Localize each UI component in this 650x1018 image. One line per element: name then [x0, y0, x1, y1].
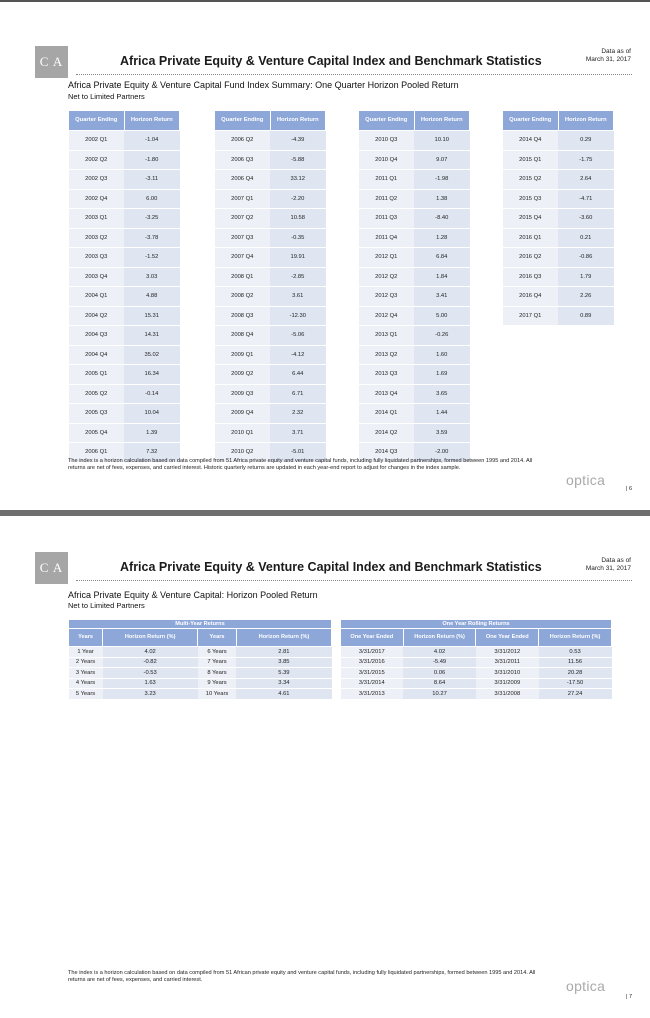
quarter-cell: 2005 Q1	[69, 365, 125, 385]
quarter-cell: 2008 Q4	[215, 326, 271, 346]
table-row	[359, 306, 470, 326]
table-row	[69, 404, 180, 424]
quarterly-table-2	[214, 110, 326, 463]
return-cell: 4.61	[236, 689, 331, 700]
return-cell: 6.00	[124, 189, 180, 209]
table-row	[503, 170, 614, 190]
data-as-of	[586, 48, 631, 64]
return-cell: 6.71	[270, 384, 326, 404]
table-row	[215, 345, 326, 365]
return-cell: 1.63	[103, 678, 198, 689]
quarter-cell: 2013 Q1	[359, 326, 415, 346]
years-cell: 9 Years	[198, 678, 237, 689]
col-header-return: Horizon Return (%)	[403, 629, 476, 647]
return-cell: -1.80	[124, 150, 180, 170]
quarter-cell: 2007 Q3	[215, 228, 271, 248]
col-header-quarter-ending: Quarter Ending	[69, 111, 125, 131]
quarter-cell: 2002 Q3	[69, 170, 125, 190]
return-cell: 3.03	[124, 267, 180, 287]
return-cell: 35.02	[124, 345, 180, 365]
col-header-horizon-return: Horizon Return	[270, 111, 326, 131]
table-row	[503, 150, 614, 170]
table-row	[503, 248, 614, 268]
header-divider	[76, 74, 632, 75]
ca-logo	[35, 46, 68, 78]
table-row	[503, 287, 614, 307]
brand-text: optica	[566, 978, 606, 994]
table-row	[359, 345, 470, 365]
return-cell: -0.14	[124, 384, 180, 404]
table-row	[359, 150, 470, 170]
quarter-cell: 2013 Q3	[359, 365, 415, 385]
ca-logo	[35, 552, 68, 584]
return-cell: -12.30	[270, 306, 326, 326]
col-header-ended: One Year Ended	[341, 629, 404, 647]
return-cell: 2.81	[236, 647, 331, 658]
quarter-cell: 2015 Q3	[503, 189, 559, 209]
quarter-cell: 2009 Q3	[215, 384, 271, 404]
return-cell: 3.34	[236, 678, 331, 689]
quarter-cell: 2015 Q2	[503, 170, 559, 190]
table-row	[359, 287, 470, 307]
quarter-cell: 2003 Q2	[69, 228, 125, 248]
rolling-group-header: One Year Rolling Returns	[341, 620, 612, 629]
ended-date-cell: 3/31/2016	[341, 657, 404, 668]
table-row	[69, 267, 180, 287]
return-cell: 8.64	[403, 678, 476, 689]
table-row	[69, 306, 180, 326]
return-cell: -3.78	[124, 228, 180, 248]
quarter-cell: 2017 Q1	[503, 306, 559, 326]
quarter-cell: 2005 Q2	[69, 384, 125, 404]
quarter-cell: 2014 Q3	[359, 443, 415, 463]
quarter-cell: 2004 Q4	[69, 345, 125, 365]
quarter-cell: 2010 Q2	[215, 443, 271, 463]
quarter-cell: 2003 Q4	[69, 267, 125, 287]
page-header-title: Africa Private Equity & Venture Capital Index and Benchmark Statistics	[120, 54, 542, 68]
col-header-return: Horizon Return (%)	[236, 629, 331, 647]
return-cell: -1.52	[124, 248, 180, 268]
return-cell: -5.49	[403, 657, 476, 668]
return-cell: -3.60	[558, 209, 614, 229]
return-cell: -1.98	[414, 170, 470, 190]
methodology-note: The index is a horizon calculation based on data compiled from 51 African private equity and venture capital funds, including fully liquidated partnerships, formed between 1995 and 2014. All returns are net of fees, expenses, and carried interest.	[68, 970, 536, 984]
return-cell: 4.88	[124, 287, 180, 307]
quarter-cell: 2013 Q2	[359, 345, 415, 365]
col-header-horizon-return: Horizon Return	[124, 111, 180, 131]
page-number: | 6	[625, 486, 632, 492]
rolling-returns-table	[340, 619, 612, 700]
col-header-return: Horizon Return (%)	[539, 629, 612, 647]
table-row	[341, 647, 612, 658]
quarter-cell: 2009 Q4	[215, 404, 271, 424]
quarter-cell: 2008 Q3	[215, 306, 271, 326]
table-row	[69, 131, 180, 151]
header-divider	[76, 580, 632, 581]
quarter-cell: 2006 Q3	[215, 150, 271, 170]
return-cell: 10.27	[403, 689, 476, 700]
quarter-cell: 2009 Q2	[215, 365, 271, 385]
table-row	[69, 668, 332, 679]
return-cell: 1.69	[414, 365, 470, 385]
table-row	[69, 689, 332, 700]
table-row	[69, 365, 180, 385]
quarter-cell: 2010 Q4	[359, 150, 415, 170]
logo-text: C A	[39, 54, 64, 69]
return-cell: -5.88	[270, 150, 326, 170]
table-row	[359, 365, 470, 385]
quarter-cell: 2004 Q1	[69, 287, 125, 307]
quarter-cell: 2007 Q2	[215, 209, 271, 229]
quarter-cell: 2007 Q1	[215, 189, 271, 209]
return-cell: 3.71	[270, 423, 326, 443]
return-cell: -5.06	[270, 326, 326, 346]
quarter-cell: 2003 Q1	[69, 209, 125, 229]
return-cell: -1.75	[558, 150, 614, 170]
page-header-title: Africa Private Equity & Venture Capital Index and Benchmark Statistics	[120, 560, 542, 574]
return-cell: 2.26	[558, 287, 614, 307]
return-cell: -2.85	[270, 267, 326, 287]
return-cell: 3.61	[270, 287, 326, 307]
return-cell: 1.79	[558, 267, 614, 287]
return-cell: -3.25	[124, 209, 180, 229]
return-cell: 10.10	[414, 131, 470, 151]
table-row	[503, 306, 614, 326]
quarterly-table-1	[68, 110, 180, 463]
years-cell: 4 Years	[69, 678, 103, 689]
return-cell: 10.58	[270, 209, 326, 229]
ended-date-cell: 3/31/2010	[476, 668, 539, 679]
quarter-cell: 2010 Q1	[215, 423, 271, 443]
table-row	[359, 384, 470, 404]
quarter-cell: 2006 Q1	[69, 443, 125, 463]
col-header-years: Years	[198, 629, 237, 647]
col-header-horizon-return: Horizon Return	[414, 111, 470, 131]
methodology-note: The index is a horizon calculation based on data compiled from 51 Africa private equity and venture capital funds, including fully liquidated partnerships, formed between 1995 and 2014. All returns are net of fees, expenses, and carried interest. Historic quarterly returns are updated in each year-end report to adjust for changes in the index sample.	[68, 458, 533, 472]
return-cell: 3.59	[414, 423, 470, 443]
table-row	[341, 657, 612, 668]
ended-date-cell: 3/31/2013	[341, 689, 404, 700]
table-row	[359, 170, 470, 190]
col-header-quarter-ending: Quarter Ending	[503, 111, 559, 131]
return-cell: 2.32	[270, 404, 326, 424]
quarter-cell: 2004 Q2	[69, 306, 125, 326]
table-row	[69, 678, 332, 689]
quarter-cell: 2003 Q3	[69, 248, 125, 268]
return-cell: 16.34	[124, 365, 180, 385]
return-cell: 2.64	[558, 170, 614, 190]
optica-brand-logo	[566, 472, 605, 488]
ended-date-cell: 3/31/2008	[476, 689, 539, 700]
ended-date-cell: 3/31/2011	[476, 657, 539, 668]
return-cell: 1.28	[414, 228, 470, 248]
quarter-cell: 2016 Q4	[503, 287, 559, 307]
return-cell: 5.39	[236, 668, 331, 679]
table-row	[69, 228, 180, 248]
years-cell: 2 Years	[69, 657, 103, 668]
return-cell: 1.84	[414, 267, 470, 287]
table-row	[215, 131, 326, 151]
years-cell: 8 Years	[198, 668, 237, 679]
multi-year-returns-table	[68, 619, 332, 700]
ended-date-cell: 3/31/2014	[341, 678, 404, 689]
quarter-cell: 2011 Q1	[359, 170, 415, 190]
years-cell: 5 Years	[69, 689, 103, 700]
col-header-horizon-return: Horizon Return	[558, 111, 614, 131]
return-cell: 6.84	[414, 248, 470, 268]
quarter-cell: 2007 Q4	[215, 248, 271, 268]
return-cell: -4.12	[270, 345, 326, 365]
return-cell: -1.04	[124, 131, 180, 151]
table-row	[69, 326, 180, 346]
return-cell: 11.56	[539, 657, 612, 668]
ended-date-cell: 3/31/2009	[476, 678, 539, 689]
return-cell: 10.04	[124, 404, 180, 424]
return-cell: 1.39	[124, 423, 180, 443]
quarter-cell: 2011 Q2	[359, 189, 415, 209]
quarterly-table-4	[502, 110, 614, 326]
logo-text: C A	[39, 560, 64, 575]
page-subtitle: Africa Private Equity & Venture Capital: Horizon Pooled Return	[68, 590, 318, 600]
return-cell: -4.71	[558, 189, 614, 209]
return-cell: 0.53	[539, 647, 612, 658]
table-row	[341, 689, 612, 700]
table-row	[503, 228, 614, 248]
ended-date-cell: 3/31/2015	[341, 668, 404, 679]
quarter-cell: 2012 Q2	[359, 267, 415, 287]
brand-text: optica	[566, 472, 606, 488]
quarter-cell: 2016 Q3	[503, 267, 559, 287]
table-row	[215, 228, 326, 248]
quarter-cell: 2005 Q4	[69, 423, 125, 443]
years-cell: 10 Years	[198, 689, 237, 700]
table-row	[215, 267, 326, 287]
return-cell: 7.32	[124, 443, 180, 463]
page-subtitle-net: Net to Limited Partners	[68, 92, 145, 101]
quarter-cell: 2013 Q4	[359, 384, 415, 404]
return-cell: 0.06	[403, 668, 476, 679]
table-row	[69, 423, 180, 443]
table-row	[215, 209, 326, 229]
return-cell: 19.91	[270, 248, 326, 268]
quarter-cell: 2015 Q4	[503, 209, 559, 229]
return-cell: -0.86	[558, 248, 614, 268]
table-row	[359, 404, 470, 424]
page-subtitle: Africa Private Equity & Venture Capital Fund Index Summary: One Quarter Horizon Pooled Return	[68, 80, 459, 90]
table-row	[215, 306, 326, 326]
table-row	[69, 345, 180, 365]
col-header-return: Horizon Return (%)	[103, 629, 198, 647]
quarter-cell: 2014 Q1	[359, 404, 415, 424]
return-cell: 15.31	[124, 306, 180, 326]
table-row	[359, 326, 470, 346]
return-cell: -0.53	[103, 668, 198, 679]
table-row	[69, 657, 332, 668]
quarter-cell: 2005 Q3	[69, 404, 125, 424]
table-row	[215, 248, 326, 268]
quarter-cell: 2008 Q1	[215, 267, 271, 287]
table-row	[69, 189, 180, 209]
data-as-of-date: March 31, 2017	[585, 56, 631, 63]
quarter-cell: 2012 Q3	[359, 287, 415, 307]
return-cell: 3.85	[236, 657, 331, 668]
col-header-years: Years	[69, 629, 103, 647]
quarter-cell: 2008 Q2	[215, 287, 271, 307]
years-cell: 6 Years	[198, 647, 237, 658]
quarter-cell: 2014 Q4	[503, 131, 559, 151]
quarter-cell: 2010 Q3	[359, 131, 415, 151]
table-row	[215, 384, 326, 404]
years-cell: 3 Years	[69, 668, 103, 679]
table-row	[341, 668, 612, 679]
table-row	[215, 404, 326, 424]
return-cell: 3.41	[414, 287, 470, 307]
quarter-cell: 2014 Q2	[359, 423, 415, 443]
return-cell: 5.00	[414, 306, 470, 326]
table-row	[215, 150, 326, 170]
optica-brand-logo	[566, 978, 605, 994]
table-row	[503, 209, 614, 229]
return-cell: 0.89	[558, 306, 614, 326]
data-as-of-date: March 31, 2017	[585, 565, 631, 572]
col-header-ended: One Year Ended	[476, 629, 539, 647]
return-cell: -2.20	[270, 189, 326, 209]
multi-year-group-header: Multi-Year Returns	[69, 620, 332, 629]
col-header-quarter-ending: Quarter Ending	[359, 111, 415, 131]
quarterly-table-3	[358, 110, 470, 463]
return-cell: -17.50	[539, 678, 612, 689]
return-cell: -4.39	[270, 131, 326, 151]
table-row	[359, 228, 470, 248]
years-cell: 7 Years	[198, 657, 237, 668]
data-as-of	[586, 557, 631, 573]
table-row	[69, 248, 180, 268]
ended-date-cell: 3/31/2012	[476, 647, 539, 658]
return-cell: 3.23	[103, 689, 198, 700]
table-row	[215, 326, 326, 346]
table-row	[69, 150, 180, 170]
return-cell: 14.31	[124, 326, 180, 346]
return-cell: 0.21	[558, 228, 614, 248]
table-row	[69, 287, 180, 307]
quarter-cell: 2002 Q4	[69, 189, 125, 209]
table-row	[215, 170, 326, 190]
table-row	[69, 170, 180, 190]
quarter-cell: 2016 Q1	[503, 228, 559, 248]
quarter-cell: 2012 Q4	[359, 306, 415, 326]
return-cell: -0.26	[414, 326, 470, 346]
years-cell: 1 Year	[69, 647, 103, 658]
quarter-cell: 2009 Q1	[215, 345, 271, 365]
table-row	[359, 189, 470, 209]
table-row	[359, 131, 470, 151]
return-cell: -5.01	[270, 443, 326, 463]
return-cell: 6.44	[270, 365, 326, 385]
table-row	[69, 209, 180, 229]
return-cell: -2.00	[414, 443, 470, 463]
return-cell: 9.07	[414, 150, 470, 170]
col-header-quarter-ending: Quarter Ending	[215, 111, 271, 131]
return-cell: -3.11	[124, 170, 180, 190]
return-cell: 1.44	[414, 404, 470, 424]
report-page-7	[0, 516, 650, 1018]
table-row	[503, 131, 614, 151]
table-row	[359, 209, 470, 229]
quarter-cell: 2011 Q3	[359, 209, 415, 229]
quarter-cell: 2002 Q2	[69, 150, 125, 170]
return-cell: 4.02	[403, 647, 476, 658]
quarter-cell: 2011 Q4	[359, 228, 415, 248]
quarter-cell: 2006 Q2	[215, 131, 271, 151]
table-row	[69, 647, 332, 658]
page-subtitle-net: Net to Limited Partners	[68, 601, 145, 610]
table-row	[215, 365, 326, 385]
return-cell: -8.40	[414, 209, 470, 229]
return-cell: 0.29	[558, 131, 614, 151]
quarter-cell: 2006 Q4	[215, 170, 271, 190]
table-row	[215, 287, 326, 307]
table-row	[503, 267, 614, 287]
return-cell: 1.60	[414, 345, 470, 365]
ended-date-cell: 3/31/2017	[341, 647, 404, 658]
table-row	[215, 423, 326, 443]
page-number: | 7	[625, 994, 632, 1000]
quarter-cell: 2004 Q3	[69, 326, 125, 346]
table-row	[359, 267, 470, 287]
return-cell: -0.82	[103, 657, 198, 668]
quarter-cell: 2012 Q1	[359, 248, 415, 268]
table-row	[341, 678, 612, 689]
quarter-cell: 2015 Q1	[503, 150, 559, 170]
return-cell: 20.28	[539, 668, 612, 679]
table-row	[69, 384, 180, 404]
table-row	[215, 189, 326, 209]
return-cell: -0.35	[270, 228, 326, 248]
return-cell: 3.65	[414, 384, 470, 404]
return-cell: 27.24	[539, 689, 612, 700]
table-row	[359, 423, 470, 443]
data-as-of-label: Data as of	[601, 557, 631, 564]
return-cell: 4.02	[103, 647, 198, 658]
table-row	[359, 248, 470, 268]
table-row	[503, 189, 614, 209]
quarter-cell: 2016 Q2	[503, 248, 559, 268]
quarter-cell: 2002 Q1	[69, 131, 125, 151]
data-as-of-label: Data as of	[601, 48, 631, 55]
return-cell: 33.12	[270, 170, 326, 190]
return-cell: 1.38	[414, 189, 470, 209]
